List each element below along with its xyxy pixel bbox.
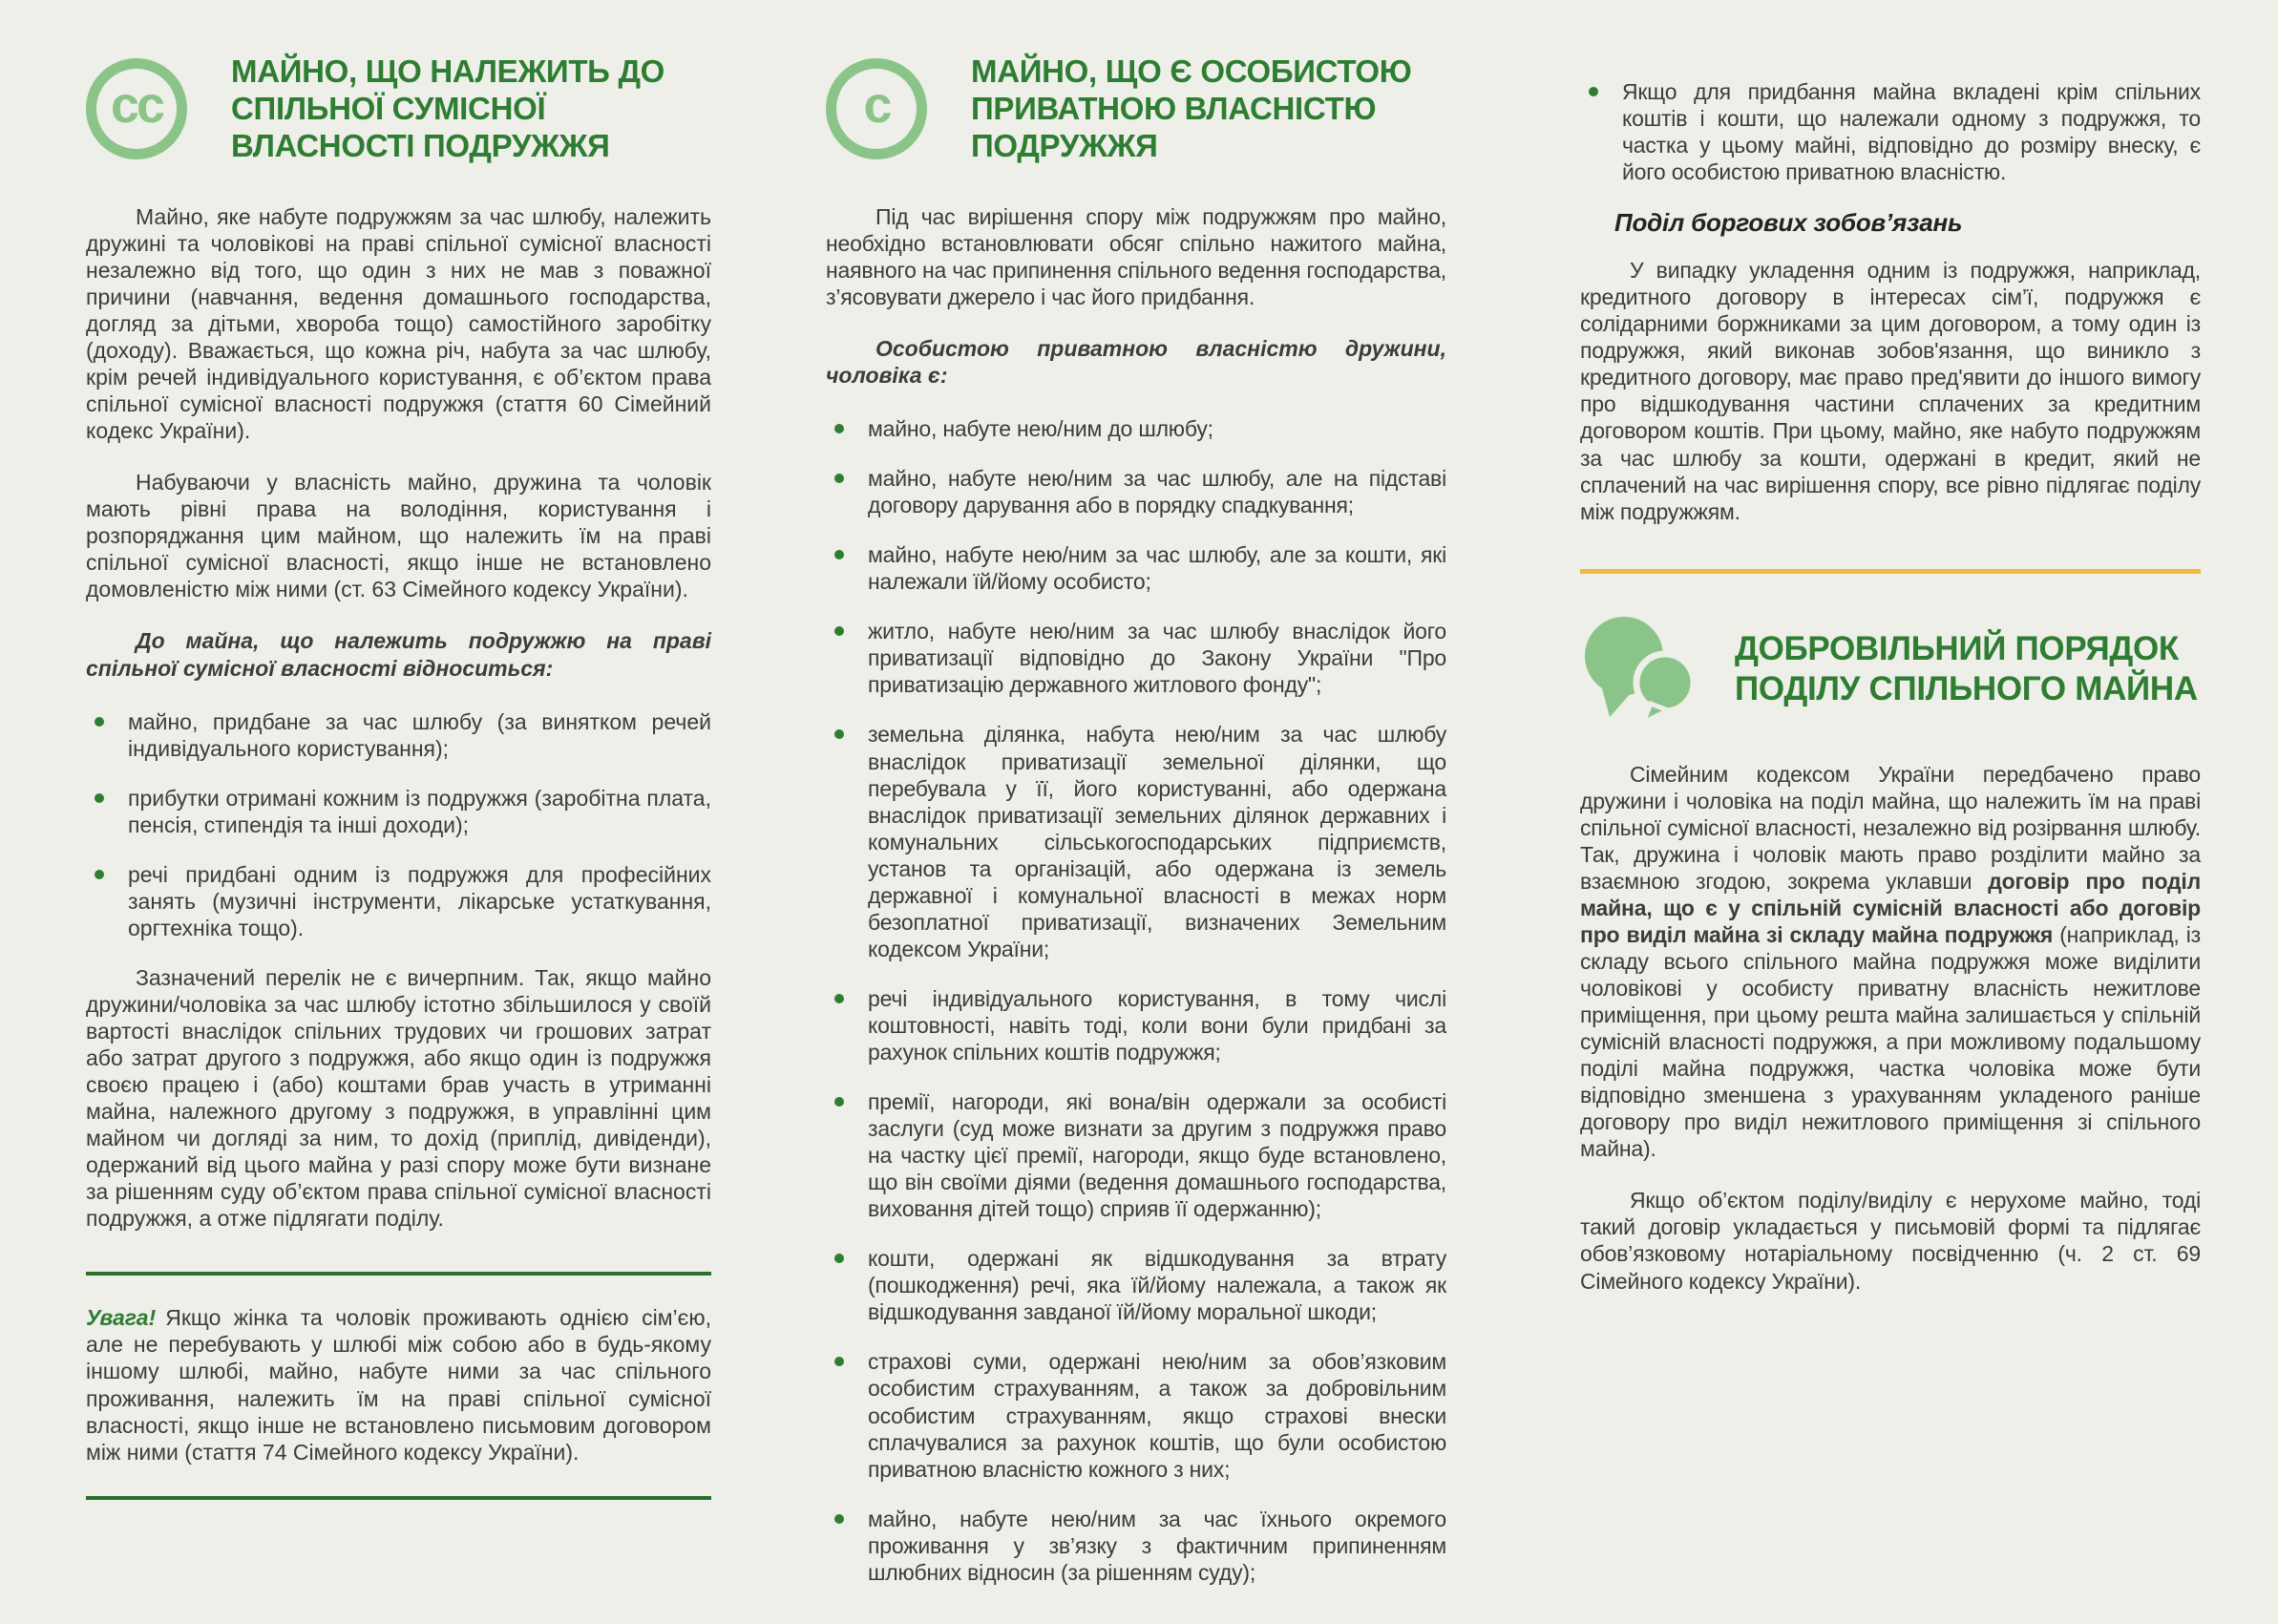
notice-label: Увага! — [86, 1305, 157, 1331]
bullet-list-joint-property — [86, 708, 711, 941]
section-title-voluntary-division: ДОБРОВІЛЬНИЙ ПОРЯДОК ПОДІЛУ СПІЛЬНОГО МАЙНА — [1735, 630, 2198, 707]
bullet-list-private-property — [826, 415, 1446, 1586]
notice-paragraph — [86, 1304, 711, 1465]
green-divider — [86, 1496, 711, 1500]
paragraph-bold-text: договір про поділ майна, що є у спільній сумісній власності або договір про виділ майна зі складу майна подружжя — [1580, 868, 2201, 947]
list-item: майно, набуте нею/ним за час шлюбу, але на підставі договору дарування або в порядку спадкування; — [826, 465, 1446, 518]
section-header-voluntary-division — [1580, 616, 2201, 723]
list-intro: До майна, що належить подружжю на праві спільної сумісної власності відноситься: — [86, 628, 711, 681]
paragraph: Зазначений перелік не є вичерпним. Так, якщо майно дружини/чоловіка за час шлюбу істотно збільшилося у своїй вартості внаслідок спільних трудових чи грошових затрат або затрат другого з подружжя, або якщо один із подружжя своєю працею і (або) коштами брав участь в утриманні майна, належного другому з подружжя, в управлінні цим майном чи догляді за ним, то дохід (приплід, дивіденди), одержаний від цього майна у разі спору може бути визнане за рішенням суду об’єктом права спільної сумісної власності подружжя, а отже підлягати поділу. — [86, 964, 711, 1232]
list-item: майно, набуте нею/ним за час шлюбу, але за кошти, які належали їй/йому особисто; — [826, 541, 1446, 595]
list-item: Якщо для придбання майна вкладені крім спільних коштів і кошти, що належали одному з подружжя, то частка у цьому майні, відповідно до розміру внеску, є його особистою приватною власністю. — [1580, 78, 2201, 185]
list-intro: Особистою приватною власністю дружини, чоловіка є: — [826, 336, 1446, 389]
paragraph: Якщо об’єктом поділу/виділу є нерухоме майно, тоді такий договір укладається у письмовій формі та підлягає обов’язковому нотаріальному посвідченню (ч. 2 ст. 69 Сімейного кодексу України). — [1580, 1188, 2201, 1294]
column-division-of-property — [1580, 53, 2201, 1319]
list-item: майно, набуте нею/ним до шлюбу; — [826, 415, 1446, 442]
copyright-circle-icon — [826, 58, 927, 159]
paragraph: Набуваючи у власність майно, дружина та чоловік мають рівні права на володіння, користування і розпоряджання цим майном, що належить їм на праві спільної сумісної власності, якщо інше не встановлено домовленістю між ними (ст. 63 Сімейного кодексу України). — [86, 470, 711, 602]
list-item: речі придбані одним із подружжя для професійних занять (музичні інструменти, лікарське устаткування, оргтехніка тощо). — [86, 861, 711, 941]
bullet-list-contribution — [1580, 78, 2201, 185]
paragraph: Майно, яке набуте подружжям за час шлюбу, належить дружині та чоловікові на праві спільної сумісної власності незалежно від того, що один з них не мав з поважної причини (навчання, ведення домашнього господарства, догляд за дітьми, хвороба тощо) самостійного заробітку (доходу). Вважається, що кожна річ, набута за час шлюбу, крім речей індивідуального користування, є об’єктом права спільної сумісної власності подружжя (стаття 60 Сімейний кодекс України). — [86, 203, 711, 444]
subheading-debt-division: Поділ боргових зобов’язань — [1614, 208, 1963, 238]
section-header-joint-property — [86, 53, 711, 165]
paragraph — [1580, 761, 2201, 1163]
green-divider — [86, 1272, 711, 1276]
paragraph-text: (наприклад, із складу всього спільного майна подружжя може виділити чоловікові у особисту приватну власність нежитлове приміщення, при цьому решта майна залишається у спільній сумісній власності подружжя, а при можливому подальшому поділі майна подружжя, частка чоловіка може бути відповідно зменшена з урахуванням укладеного раніше договору про виділ нежитлового приміщення зі спільного майна). — [1580, 921, 2201, 1162]
speech-bubbles-icon — [1580, 616, 1697, 723]
paragraph: Під час вирішення спору між подружжям про майно, необхідно встановлювати обсяг спільно нажитого майна, наявного на час припинення спільного ведення господарства, з’ясовувати джерело і час його придбання. — [826, 203, 1446, 309]
section-title-joint-property: МАЙНО, ЩО НАЛЕЖИТЬ ДО СПІЛЬНОЇ СУМІСНОЇ ВЛАСНОСТІ ПОДРУЖЖЯ — [231, 53, 665, 163]
list-item: майно, набуте нею/ним за час їхнього окремого проживання у зв’язку з фактичним припиненням шлюбних відносин (за рішенням суду); — [826, 1506, 1446, 1586]
list-item: майно, придбане за час шлюбу (за винятком речей індивідуального користування); — [86, 708, 711, 762]
list-item: прибутки отримані кожним із подружжя (заробітна плата, пенсія, стипендія та інші доходи); — [86, 785, 711, 838]
section-header-private-property — [826, 53, 1446, 165]
copyright-icon-letter: c — [863, 76, 890, 135]
cc-circle-icon — [86, 58, 187, 159]
notice-text: Якщо жінка та чоловік проживають однією сім’єю, але не перебувають у шлюбі між собою або в будь-якому іншому шлюбі, майно, набуте ними за час спільного проживання, належить їм на праві спільної сумісної власності, якщо інше не встановлено письмовим договором між ними (стаття 74 Сімейного кодексу України). — [86, 1305, 711, 1465]
list-item: земельна ділянка, набута нею/ним за час шлюбу внаслідок приватизації земельної ділянки, що перебувала у її, його користуванні, або одержана внаслідок приватизації земельних ділянок державних і комунальних сільськогосподарських підприємств, установ та організацій, або одержана із земель державної і комунальної власності в межах норм безоплатної приватизації, визначених Земельним кодексом України; — [826, 721, 1446, 961]
list-item: речі індивідуального користування, в тому числі коштовності, навіть тоді, коли вони були придбані за рахунок спільних коштів подружжя; — [826, 985, 1446, 1065]
column-joint-property — [86, 53, 711, 1500]
list-item: житло, набуте нею/ним за час шлюбу внаслідок його приватизації відповідно до Закону України "Про приватизацію державного житлового фонду"; — [826, 618, 1446, 698]
list-item: премії, нагороди, які вона/він одержали за особисті заслуги (суд може визнати за другим з подружжя право на частку цієї премії, нагороди, якщо буде встановлено, що він своїми діями (ведення домашнього господарства, виховання дітей тощо) сприяв її одержанню); — [826, 1088, 1446, 1222]
cc-icon-letters: cc — [110, 76, 163, 135]
section-title-private-property: МАЙНО, ЩО Є ОСОБИСТОЮ ПРИВАТНОЮ ВЛАСНІСТЮ ПОДРУЖЖЯ — [971, 53, 1412, 163]
list-item: кошти, одержані як відшкодування за втрату (пошкодження) речі, яка їй/йому належала, а також як відшкодування завданої їй/йому моральної шкоди; — [826, 1245, 1446, 1325]
paragraph-text: Сімейним кодексом України передбачено право дружини і чоловіка на поділ майна, що належить їм на праві спільної сумісної власності, незалежно від розірвання шлюбу. Так, дружина і чоловік мають право розділити майно за взаємною згодою, зокрема уклавши — [1580, 761, 2201, 894]
column-private-property — [826, 53, 1446, 1609]
yellow-divider — [1580, 569, 2201, 574]
paragraph: У випадку укладення одним із подружжя, наприклад, кредитного договору в інтересах сім’ї, подружжя є солідарними боржниками за цим договором, а тому один із подружжя, який виконав зобов'язання, що виникло з кредитного договору, має право пред'явити до іншого вимогу про відшкодування частини сплачених за кредитним договором коштів. При цьому, майно, яке набуто подружжям за час шлюбу за кошти, одержані в кредит, який не сплачений на час вирішення спору, все рівно підлягає поділу між подружжям. — [1580, 258, 2201, 524]
list-item: страхові суми, одержані нею/ним за обов’язковим особистим страхуванням, а також за добровільним особистим страхуванням, якщо страхові внески сплачувалися за рахунок коштів, що були особистою приватною власністю кожного з них; — [826, 1348, 1446, 1482]
